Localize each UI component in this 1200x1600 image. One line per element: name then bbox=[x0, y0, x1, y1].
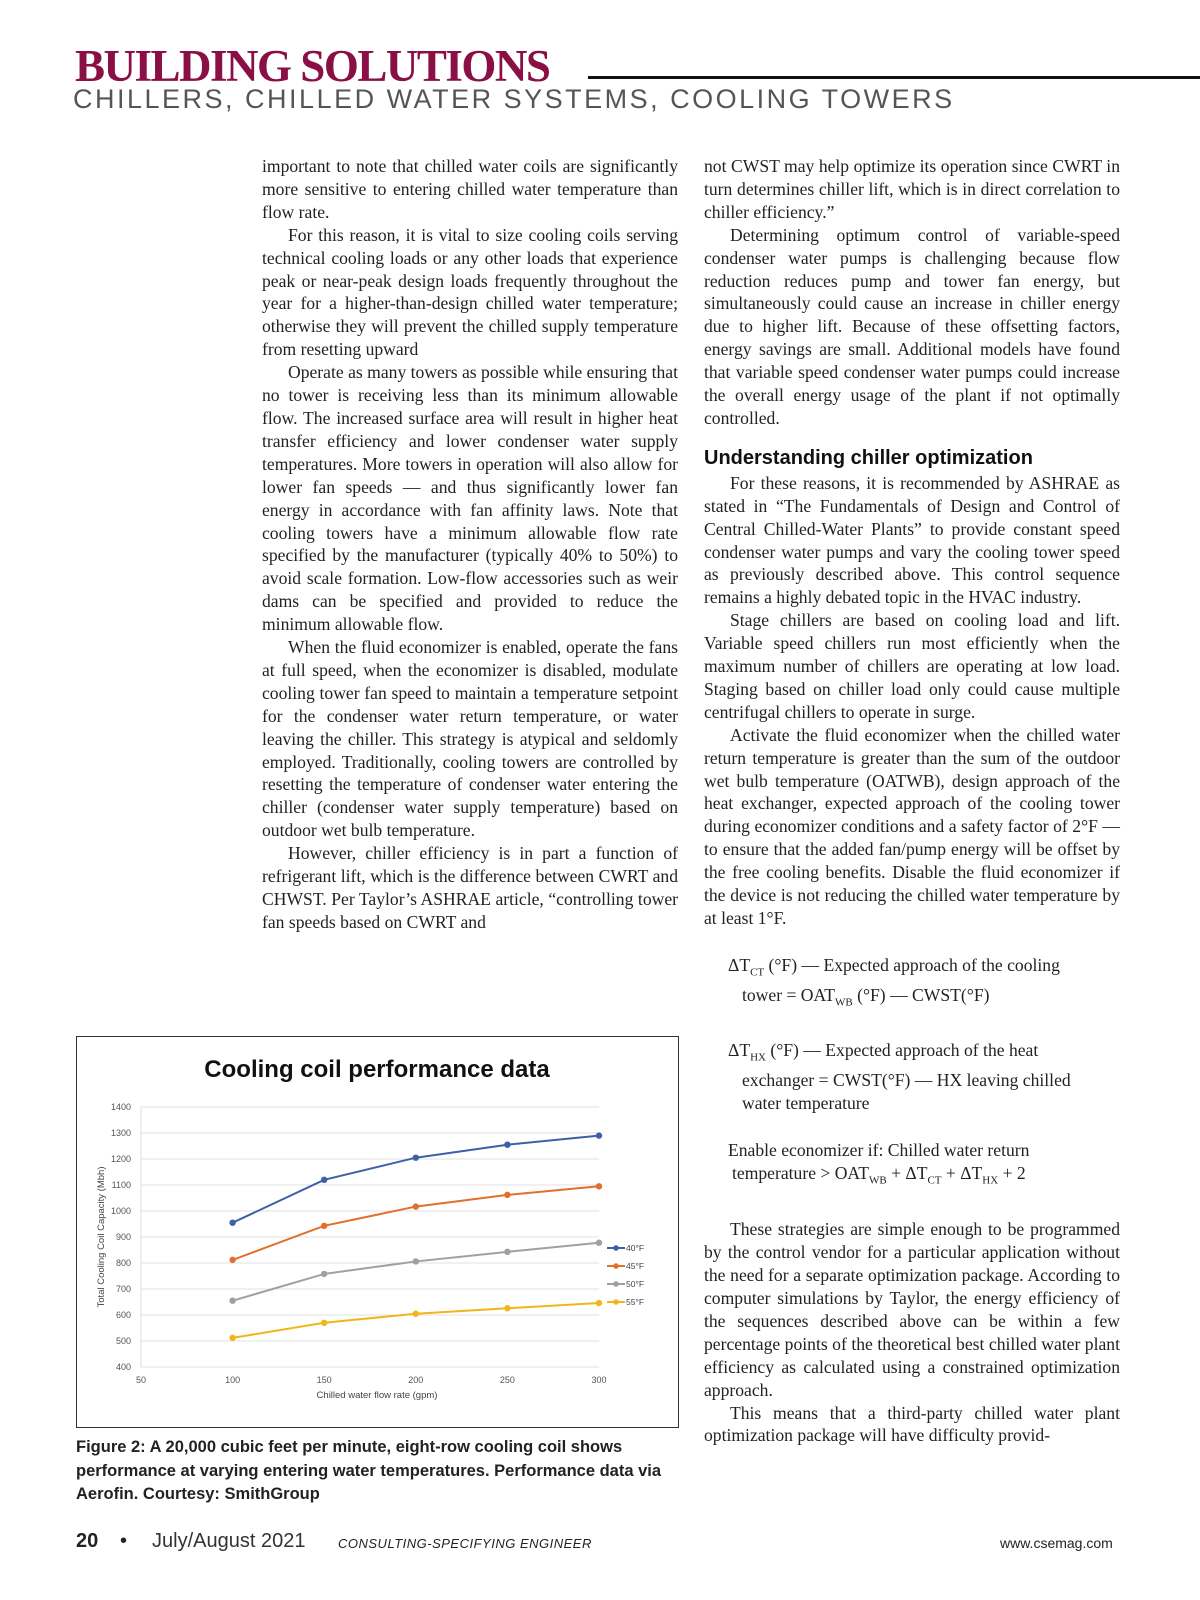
eq-text: water temperature bbox=[742, 1093, 870, 1114]
paragraph: For these reasons, it is recommended by ASHRAE as stated in “The Fundamentals of Design and Control of Central Chilled-Water Plants” to provide constant speed condenser water pumps and vary the cooling tower speed as previously described above. This control sequence remains a highly debated topic in the HVAC industry. bbox=[704, 472, 1120, 608]
data-point bbox=[413, 1311, 419, 1317]
paragraph: These strategies are simple enough to be programmed by the control vendor for a particular application without the need for a separate optimization package. According to computer simulations by Taylor, the energy efficiency of the sequences described above can be within a few percentage points of the theoretical best chilled water plant efficiency as calculated using a constrained optimization approach. bbox=[704, 1219, 1120, 1400]
equation-ct bbox=[728, 954, 1120, 1015]
data-point bbox=[504, 1249, 510, 1255]
legend-marker bbox=[613, 1263, 619, 1269]
eq-text: (°F) — Expected approach of the heat bbox=[765, 1039, 1039, 1060]
data-point bbox=[321, 1177, 327, 1183]
paragraph: However, chiller efficiency is in part a function of refrigerant lift, which is the difference between CWRT and CHWST. Per Taylor’s ASHRAE article, “controlling tower fan speeds based on CWRT and bbox=[262, 843, 678, 932]
data-point bbox=[413, 1203, 419, 1209]
data-point bbox=[413, 1155, 419, 1161]
data-point bbox=[596, 1132, 602, 1138]
issue-date: July/August 2021 bbox=[152, 1530, 306, 1552]
eq-sub: CT bbox=[750, 966, 765, 979]
y-axis-label: Total Cooling Coil Capacity (Mbh) bbox=[96, 1166, 107, 1308]
section-title: CHILLERS, CHILLED WATER SYSTEMS, COOLING TOWERS bbox=[73, 84, 955, 114]
eq-sub: HX bbox=[982, 1174, 999, 1187]
paragraph: Operate as many towers as possible while ensuring that no tower is receiving less than its minimum allowable flow. The increased surface area will result in higher heat transfer efficiency and lower condenser water supply temperatures. More towers in operation will also allow for lower fan speeds — and thus significantly lower fan energy in accordance with fan affinity laws. Note that cooling towers have a minimum allowable flow rate specified by the manufacturer (typically 40% to 50%) to avoid scale formation. Low-flow accessories such as weir dams can be specified and provided to reduce the minimum allowable flow. bbox=[262, 362, 678, 635]
legend-label: 40°F bbox=[626, 1243, 645, 1253]
x-tick-label: 250 bbox=[499, 1375, 515, 1385]
eq-text: (°F) — CWST(°F) bbox=[852, 985, 990, 1006]
legend-label: 45°F bbox=[626, 1261, 645, 1271]
data-point bbox=[321, 1320, 327, 1326]
data-point bbox=[504, 1142, 510, 1148]
y-tick-label: 1400 bbox=[110, 1102, 131, 1112]
paragraph: For this reason, it is vital to size cooling coils serving technical cooling loads or any other loads that experience peak or near-peak design loads frequently throughout the year for a higher-than-design chilled water temperature; otherwise they will prevent the chilled supply temperature from resetting upward bbox=[262, 224, 678, 360]
legend-marker bbox=[613, 1245, 619, 1251]
bullet: • bbox=[120, 1530, 128, 1552]
series-line-50°F bbox=[233, 1243, 599, 1301]
eq-text: (°F) — Expected approach of the cooling bbox=[764, 954, 1060, 975]
paragraph: This means that a third-party chilled water plant optimization package will have difficulty provid- bbox=[704, 1402, 1120, 1446]
y-tick-label: 500 bbox=[115, 1336, 131, 1346]
eq-text: ΔT bbox=[728, 954, 751, 975]
data-point bbox=[596, 1183, 602, 1189]
x-tick-label: 100 bbox=[225, 1375, 241, 1385]
right-column bbox=[704, 155, 1120, 1447]
legend-label: 50°F bbox=[626, 1279, 645, 1289]
data-point bbox=[229, 1220, 235, 1226]
x-tick-label: 150 bbox=[316, 1375, 332, 1385]
section-heading: Understanding chiller optimization bbox=[704, 446, 1033, 469]
cooling-coil-chart bbox=[77, 1037, 678, 1427]
data-point bbox=[596, 1240, 602, 1246]
y-tick-label: 700 bbox=[115, 1284, 131, 1294]
eq-sub: WB bbox=[868, 1174, 887, 1187]
y-tick-label: 900 bbox=[115, 1232, 131, 1242]
left-column bbox=[262, 155, 678, 934]
paragraph: Stage chillers are based on cooling load and lift. Variable speed chillers run most efficiently when the maximum number of chillers are operating at low load. Staging based on chiller load only could cause multiple centrifugal chillers to operate in surge. bbox=[704, 610, 1120, 722]
data-point bbox=[504, 1192, 510, 1198]
eq-sub: WB bbox=[835, 996, 853, 1009]
figure-caption: Figure 2: A 20,000 cubic feet per minute, eight-row cooling coil shows performance at varying entering water temperatures. Performance data via Aerofin. Courtesy: SmithGroup bbox=[76, 1438, 662, 1503]
paragraph: not CWST may help optimize its operation since CWRT in turn determines chiller lift, which is in direct correlation to chiller efficiency.” bbox=[704, 156, 1120, 222]
y-tick-label: 1000 bbox=[110, 1206, 131, 1216]
x-axis-label: Chilled water flow rate (gpm) bbox=[316, 1390, 438, 1401]
x-tick-label: 300 bbox=[591, 1375, 607, 1385]
eq-text: tower = OAT bbox=[742, 985, 835, 1006]
paragraph: When the fluid economizer is enabled, operate the fans at full speed, when the economizer is disabled, modulate cooling tower fan speed to maintain a temperature setpoint for the condenser water return temperature, or water leaving the chiller. This strategy is atypical and seldomly employed. Traditionally, cooling towers are controlled by resetting the temperature of condenser water entering the chiller (condenser water supply temperature) based on outdoor wet bulb temperature. bbox=[262, 637, 678, 841]
chart-frame bbox=[76, 1036, 679, 1428]
legend-marker bbox=[613, 1299, 619, 1305]
data-point bbox=[413, 1258, 419, 1264]
data-point bbox=[321, 1223, 327, 1229]
y-tick-label: 1100 bbox=[111, 1180, 131, 1190]
eq-sub: CT bbox=[927, 1174, 942, 1187]
eq-text: + ΔT bbox=[886, 1162, 928, 1183]
data-point bbox=[504, 1305, 510, 1311]
data-point bbox=[229, 1298, 235, 1304]
legend-marker bbox=[613, 1281, 619, 1287]
equation-enable bbox=[728, 1139, 1120, 1192]
y-tick-label: 600 bbox=[115, 1310, 131, 1320]
eq-text: temperature > OAT bbox=[732, 1162, 869, 1183]
paragraph: Activate the fluid economizer when the chilled water return temperature is greater than the sum of the outdoor wet bulb temperature (OATWB), design approach of the heat exchanger, expected approach of the cooling tower during economizer conditions and a safety factor of 2°F — to ensure that the added fan/pump energy will be offset by the free cooling benefits. Disable the fluid economizer if the device is not reducing the chilled water temperature by at least 1°F. bbox=[704, 724, 1120, 928]
eq-text: exchanger = CWST(°F) — HX leaving chilled bbox=[742, 1070, 1071, 1091]
data-point bbox=[321, 1271, 327, 1277]
y-tick-label: 400 bbox=[115, 1362, 131, 1372]
eq-text: ΔT bbox=[728, 1039, 751, 1060]
header-rule bbox=[588, 76, 1200, 79]
magazine-name: CONSULTING-SPECIFYING ENGINEER bbox=[338, 1536, 592, 1551]
eq-text: + 2 bbox=[998, 1162, 1026, 1183]
eq-text: + ΔT bbox=[941, 1162, 983, 1183]
chart-title: Cooling coil performance data bbox=[204, 1056, 550, 1083]
page-number: 20 bbox=[76, 1530, 99, 1552]
x-tick-label: 200 bbox=[408, 1375, 424, 1385]
website-link[interactable]: www.csemag.com bbox=[1000, 1535, 1113, 1551]
eq-sub: HX bbox=[750, 1051, 766, 1064]
series-line-55°F bbox=[233, 1303, 599, 1338]
y-tick-label: 800 bbox=[115, 1258, 131, 1268]
data-point bbox=[229, 1257, 235, 1263]
x-tick-label: 50 bbox=[135, 1375, 147, 1385]
legend-label: 55°F bbox=[626, 1297, 645, 1307]
brand-title: BUILDING SOLUTIONS bbox=[75, 41, 550, 91]
eq-text: Enable economizer if: Chilled water return bbox=[728, 1139, 1030, 1160]
paragraph: Determining optimum control of variable-speed condenser water pumps is challenging because flow reduction reduces pump and tower fan energy, but simultaneously could cause an increase in chiller energy due to higher lift. Because of these offsetting factors, energy savings are small. Additional models have found that variable speed condenser water pumps could increase the overall energy usage of the plant if not optimally controlled. bbox=[704, 224, 1120, 428]
paragraph: important to note that chilled water coils are significantly more sensitive to entering chilled water temperature than flow rate. bbox=[262, 156, 678, 222]
y-tick-label: 1300 bbox=[110, 1128, 131, 1138]
data-point bbox=[596, 1300, 602, 1306]
equation-hx bbox=[728, 1039, 1120, 1115]
data-point bbox=[229, 1335, 235, 1341]
y-tick-label: 1200 bbox=[110, 1154, 131, 1164]
